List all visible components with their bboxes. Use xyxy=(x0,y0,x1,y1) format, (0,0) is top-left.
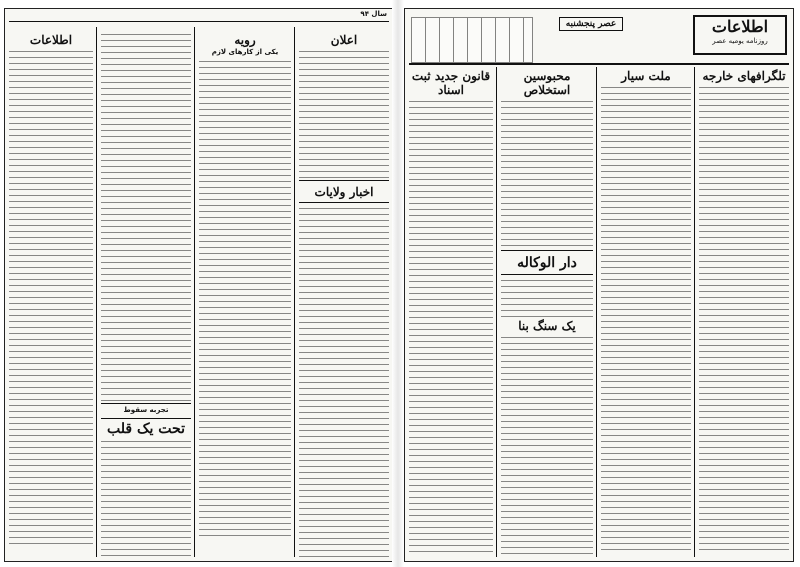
column-rule xyxy=(194,27,195,557)
column-rule xyxy=(96,27,97,557)
text-block xyxy=(501,98,593,248)
policy-subtitle: یکی از کارهای لازم xyxy=(211,48,279,56)
masthead-tagline: روزنامه یومیه عصر xyxy=(712,37,768,45)
day-box: عصر پنجشنبه xyxy=(559,17,623,31)
nation-title: ملت سیار xyxy=(621,69,671,83)
left-col-4 xyxy=(9,31,93,557)
column-rule xyxy=(294,27,295,557)
masthead-logo: اطلاعات xyxy=(711,17,769,36)
text-block xyxy=(501,334,593,557)
text-block xyxy=(101,438,191,557)
ad-title: اعلان xyxy=(330,33,358,47)
info-title: اطلاعات xyxy=(29,33,73,47)
left-page-folio: سال ۹۴ xyxy=(360,10,387,18)
dar-al-vekaleh-title: دار الوکاله xyxy=(517,255,577,271)
masthead xyxy=(693,15,787,55)
text-block xyxy=(101,31,191,401)
text-block xyxy=(501,277,593,317)
column-rule xyxy=(596,67,597,557)
story-title: تحت یک قلب xyxy=(107,421,185,437)
weather-table xyxy=(411,17,533,63)
page-gutter xyxy=(392,0,404,567)
text-block xyxy=(299,48,389,178)
column-rule xyxy=(496,67,497,557)
text-block xyxy=(299,205,389,557)
text-block xyxy=(409,98,493,557)
policy-title: رویه xyxy=(234,33,256,47)
right-col-2 xyxy=(601,67,691,557)
text-block xyxy=(601,84,691,554)
text-block xyxy=(9,48,93,548)
text-block xyxy=(199,58,291,538)
right-col-4 xyxy=(409,67,493,557)
prisoners-title: محبوسین استخلاص xyxy=(523,69,571,97)
right-col-1 xyxy=(699,67,789,557)
foundation-stone-title: یک سنگ بنا xyxy=(518,319,576,333)
provinces-news-title: اخبار ولایات xyxy=(314,185,374,199)
text-block xyxy=(699,84,789,554)
left-col-3 xyxy=(101,31,191,557)
right-col-3 xyxy=(501,67,593,557)
registration-law-title: قانون جدید ثبت اسناد xyxy=(411,69,491,97)
left-col-2 xyxy=(199,31,291,557)
right-page xyxy=(404,8,794,562)
column-rule xyxy=(694,67,695,557)
left-page xyxy=(4,8,394,562)
masthead-rule xyxy=(409,63,789,65)
left-col-1 xyxy=(299,31,389,557)
foreign-telegrams-title: تلگرافهای خارجه xyxy=(702,69,786,83)
top-rule xyxy=(9,21,389,22)
crash-notice: تجربه سقوط xyxy=(123,406,169,414)
